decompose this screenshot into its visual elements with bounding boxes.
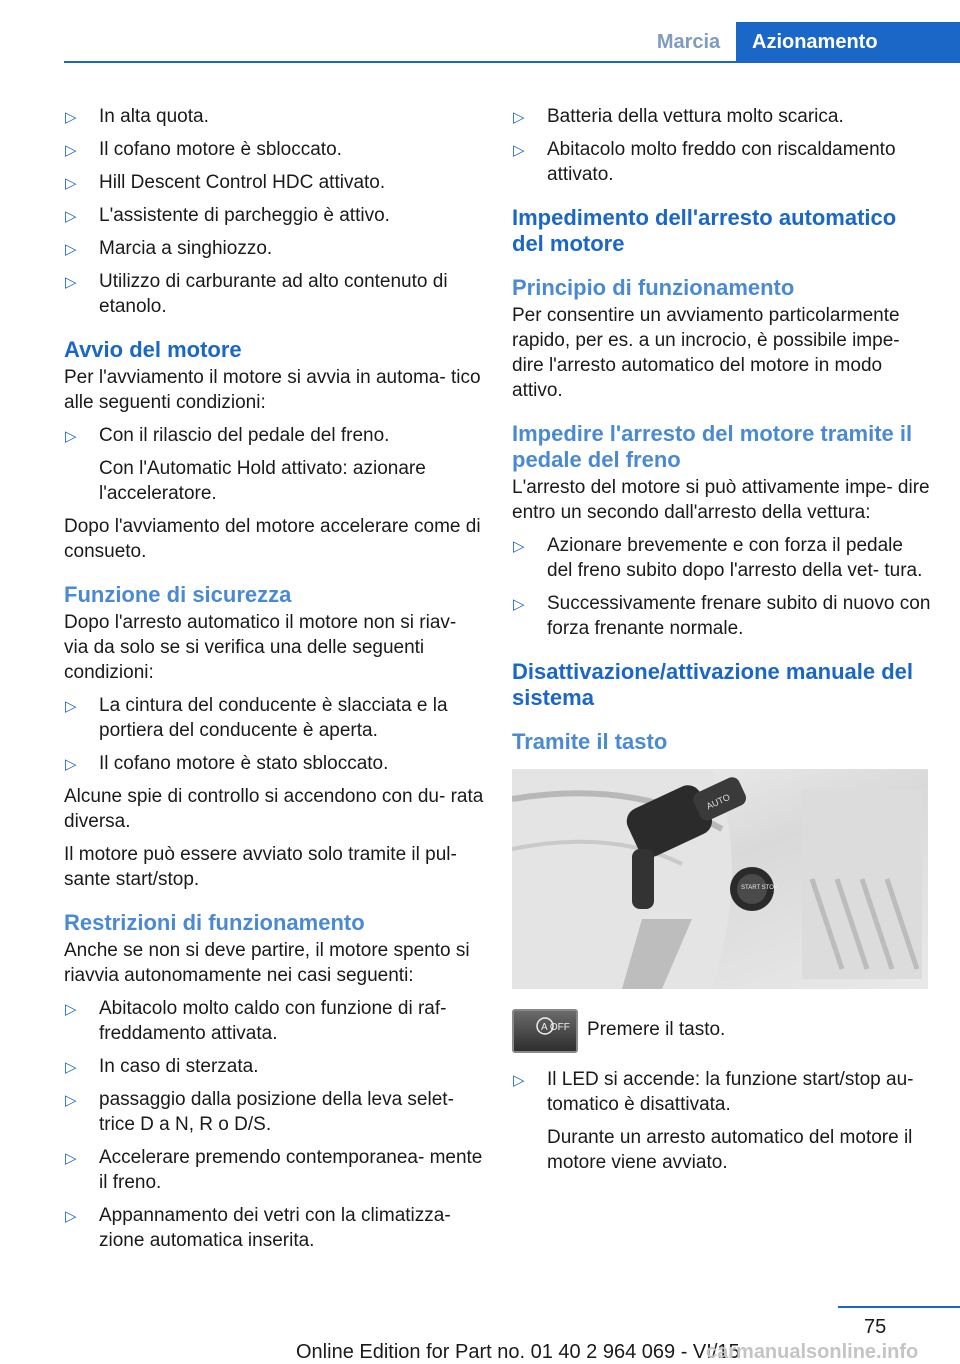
auto-start-stop-off-icon (512, 1009, 578, 1053)
heading-impedimento: Impedimento dell'arresto automatico del motore (512, 205, 897, 256)
bullet-icon: ▷ (65, 1208, 77, 1225)
list-item: ▷ passaggio dalla posizione della leva selet‐ trice D a N, R o D/S. (65, 1089, 454, 1135)
bullet-icon: ▷ (513, 109, 525, 126)
heading-restrizioni: Restrizioni di funzionamento (64, 910, 365, 935)
paragraph-dopo: Dopo l'avviamento del motore accelerare come di consueto. (64, 516, 481, 562)
list-item: ▷ Il LED si accende: la funzione start/stop au‐ tomatico è disattivata. (513, 1069, 914, 1115)
footer-rule (838, 1306, 960, 1308)
header-rule (64, 61, 960, 63)
paragraph-sicurezza: Dopo l'arresto automatico il motore non si riav‐ via da solo se si verifica una delle seguenti condizioni: (64, 612, 457, 683)
bullet-icon: ▷ (65, 175, 77, 192)
heading-avvio: Avvio del motore (64, 337, 242, 362)
bullet-icon: ▷ (65, 109, 77, 126)
list-item: ▷ Appannamento dei vetri con la climatizza‐ zione automatica inserita. (65, 1205, 451, 1251)
watermark: carmanualsonline.info (706, 1341, 919, 1363)
heading-disattivazione: Disattivazione/attivazione manuale del sistema (512, 659, 914, 710)
list-item: ▷ Il cofano motore è sbloccato. (64, 137, 484, 162)
bullet-icon: ▷ (65, 756, 77, 773)
premere-label: Premere il tasto. (587, 1019, 726, 1040)
bullet-icon: ▷ (65, 1150, 77, 1167)
svg-text:AUTO: AUTO (704, 791, 732, 812)
bullet-icon: ▷ (65, 698, 77, 715)
bullet-icon: ▷ (513, 142, 525, 159)
paragraph-spie: Alcune spie di controllo si accendono con du‐ rata diversa. (64, 786, 484, 832)
button-icon-row (512, 1003, 932, 1067)
bullet-icon: ▷ (513, 538, 525, 555)
bullet-icon: ▷ (513, 1072, 525, 1089)
list-item: ▷ Con il rilascio del pedale del freno. (64, 423, 484, 448)
bullet-icon: ▷ (65, 274, 77, 291)
bullet-icon: ▷ (65, 208, 77, 225)
list-item: ▷ Il cofano motore è stato sbloccato. (64, 751, 484, 776)
bullet-icon: ▷ (65, 1092, 77, 1109)
page-number: 75 (864, 1316, 887, 1338)
list-item: ▷ Marcia a singhiozzo. (64, 236, 484, 261)
svg-text:A OFF: A OFF (541, 1022, 570, 1033)
footer-edition: Online Edition for Part no. 01 40 2 964 069 - VI/15 (296, 1341, 740, 1363)
left-column (64, 104, 484, 1261)
dashboard-photo (512, 769, 928, 989)
paragraph-avvio: Per l'avviamento il motore si avvia in automa‐ tico alle seguenti condizioni: (64, 367, 481, 413)
list-item: ▷ In alta quota. (64, 104, 484, 129)
bullet-icon: ▷ (65, 428, 77, 445)
list-item: ▷ Hill Descent Control HDC attivato. (64, 170, 484, 195)
list-item: ▷ Abitacolo molto caldo con funzione di raf‐ freddamento attivata. (65, 998, 447, 1044)
heading-sicurezza: Funzione di sicurezza (64, 582, 292, 607)
heading-impedire: Impedire l'arresto del motore tramite il pedale del freno (512, 421, 913, 472)
list-item: ▷ Azionare brevemente e con forza il pedale del freno subito dopo l'arresto della vet‐ tura. (513, 535, 923, 581)
list-item: ▷ L'assistente di parcheggio è attivo. (64, 203, 484, 228)
list-subtext: Durante un arresto automatico del motore il motore viene avviato. (547, 1127, 913, 1173)
paragraph-principio: Per consentire un avviamento particolarmente rapido, per es. a un incrocio, è possibile impe‐ dire l'arresto automatico del motore in modo attivo. (512, 305, 900, 401)
paragraph-restrizioni: Anche se non si deve partire, il motore spento si riavvia autonomamente nei casi seguenti: (64, 940, 470, 986)
heading-tasto: Tramite il tasto (512, 729, 668, 754)
header-tab-azionamento: Azionamento (736, 22, 960, 62)
list-item: ▷ Accelerare premendo contemporanea‐ mente il freno. (65, 1147, 483, 1193)
paragraph-motore: Il motore può essere avviato solo tramite il pul‐ sante start/stop. (64, 844, 457, 890)
right-column (512, 104, 932, 1183)
svg-text:START STOP: START STOP (741, 885, 778, 891)
list-item: ▷ Successivamente frenare subito di nuovo con forza frenante normale. (513, 593, 931, 639)
list-item: ▷ In caso di sterzata. (64, 1054, 484, 1079)
bullet-icon: ▷ (513, 596, 525, 613)
bullet-icon: ▷ (65, 1059, 77, 1076)
header-tab-marcia: Marcia (641, 22, 736, 62)
bullet-icon: ▷ (65, 1001, 77, 1018)
list-item: ▷ Batteria della vettura molto scarica. (512, 104, 932, 129)
list-item: ▷ Abitacolo molto freddo con riscaldamento attivato. (513, 139, 896, 185)
bullet-icon: ▷ (65, 142, 77, 159)
list-conditions (64, 104, 484, 319)
list-subtext: Con l'Automatic Hold attivato: azionare l'acceleratore. (99, 458, 426, 504)
bullet-icon: ▷ (65, 241, 77, 258)
heading-principio: Principio di funzionamento (512, 275, 795, 300)
list-item: ▷ La cintura del conducente è slacciata e la portiera del conducente è aperta. (65, 695, 448, 741)
list-item: ▷ Utilizzo di carburante ad alto contenuto di etanolo. (65, 271, 448, 317)
dashboard-illustration (512, 769, 928, 989)
paragraph-impedire: L'arresto del motore si può attivamente impe‐ dire entro un secondo dall'arresto della vettura: (512, 477, 930, 523)
